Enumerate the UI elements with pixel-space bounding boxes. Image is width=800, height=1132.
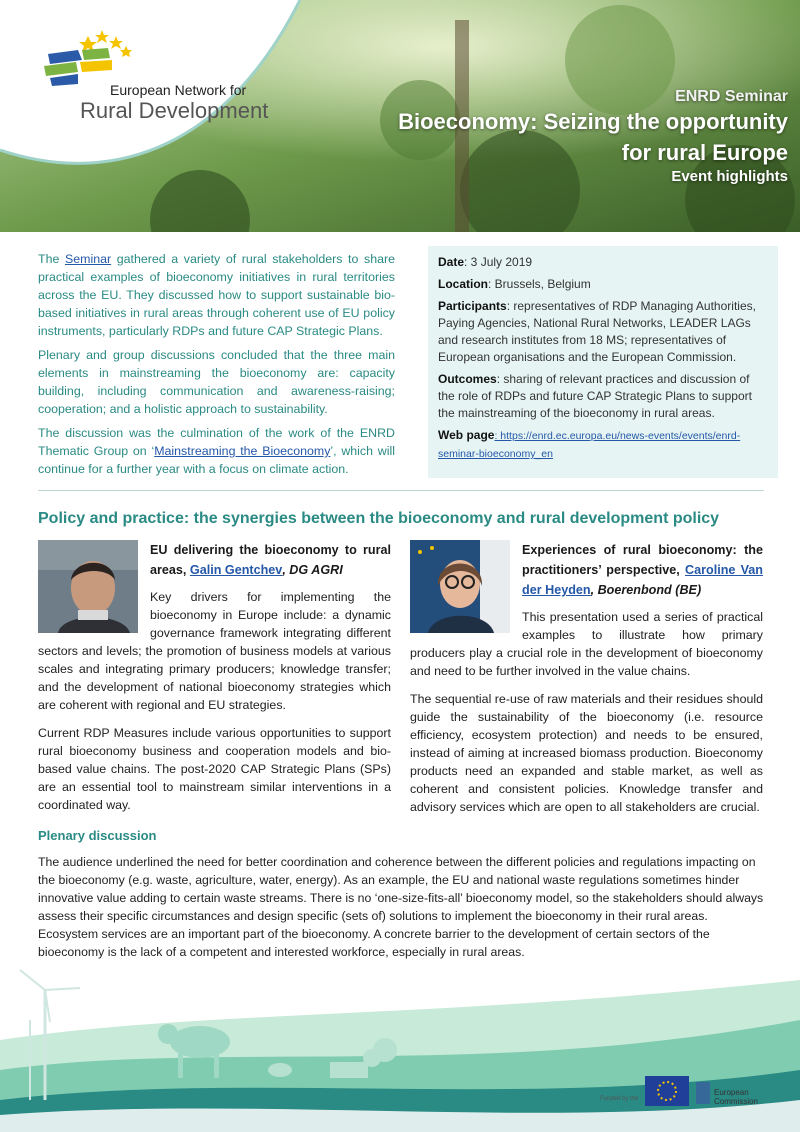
left-column <box>38 540 391 824</box>
enrd-logo-mark <box>38 28 138 88</box>
ec-emblem-icon <box>694 1080 712 1106</box>
plenary-text: The audience underlined the need for better coordination and coherence between the different policies and regulations impacting on the bioeconomy (e.g. waste, agriculture, water, energy). As an example, the EU and national waste regulations sometimes hinder innovative value adding to certain waste streams. There is no ‘one-size-fits-all’ bioeconomy model, so the stakeholders should always assess their specific circumstances and design specific (sets of) solutions to implement the bioeconomy in their rural areas. Ecosystem services are an important part of the bioeconomy. A concrete barrier to the development of certain sectors of the bioeconomy is the lack of a competent and interested workforce, especially in rural areas. <box>38 855 764 959</box>
eu-flag-icon <box>645 1076 689 1106</box>
left-paragraph-1: Key drivers for implementing the bioeconomy in Europe include: a dynamic governance framework integrating different sectors and levels; the promotion of business models at various scales and integrating primary producers; knowledge transfer; and the development of national bioeconomy strategies which are coherent with regional and EU strategies. <box>38 590 391 712</box>
logo-text-line2: Rural Development <box>80 98 269 123</box>
intro-p1-post: gathered a variety of rural stakeholders to share practical examples of bioeconomy initiatives in rural territories across the EU. They discussed how to support sustainable bio-based initiatives in rural areas through coherent use of EU policy instruments, particularly RDPs and future CAP Strategic Plans. <box>38 252 396 338</box>
european-commission-logo <box>714 1088 758 1106</box>
enrd-logo[interactable] <box>38 28 268 128</box>
right-title-post: , Boerenbond (BE) <box>590 583 702 597</box>
thematic-group-link[interactable]: Mainstreaming the Bioeconomy <box>154 444 331 458</box>
ec-line2: Commission <box>714 1097 759 1106</box>
header-title-block <box>398 88 788 185</box>
divider <box>38 490 764 491</box>
plenary-title: Plenary discussion <box>38 828 157 843</box>
speaker-photo-vanderheyden <box>410 540 510 633</box>
location-value: : Brussels, Belgium <box>488 277 591 291</box>
participants-label: Participants <box>438 299 507 313</box>
section-title: Policy and practice: the synergies between the bioeconomy and rural development policy <box>38 510 720 527</box>
footer-landscape-illustration <box>0 960 800 1132</box>
intro-paragraph-2: Plenary and group discussions concluded that the three main elements in mainstreaming the bioeconomy are: capacity building, including communication and awareness-raising; cooperation; and a holistic approach to sustainability. <box>38 348 395 416</box>
seminar-label: ENRD Seminar <box>675 88 788 105</box>
outcomes-label: Outcomes <box>438 372 497 386</box>
intro-p3-post: ’, which will continue for a further year with a focus on climate action. <box>38 444 395 476</box>
speaker-link-gentchev[interactable]: Galin Gentchev <box>189 563 283 577</box>
logo-text-line1: European Network for <box>110 82 247 98</box>
info-location <box>438 276 768 293</box>
right-paragraph-1: This presentation used a series of practical examples to illustrate how primary producers play a crucial role in the development of bioeconomy and need to be further involved in the value chains. <box>410 610 763 678</box>
web-label: Web page <box>438 428 495 442</box>
outcomes-value: : sharing of relevant practices and discussion of the role of RDPs and future CAP Strategic Plans to support the mainstreaming of the bioeconomy in rural areas. <box>438 372 752 420</box>
left-paragraph-2: Current RDP Measures include various opportunities to support rural bioeconomy business and cooperation models and bio-based value chains. The post-2020 CAP Strategic Plans (SPs) are an essential tool to mainstream similar interventions in a coordinated way. <box>38 726 391 812</box>
info-participants <box>438 298 768 366</box>
ec-line1: European <box>714 1088 749 1097</box>
date-value: : 3 July 2019 <box>464 255 533 269</box>
info-outcomes <box>438 371 768 422</box>
event-title-line1: Bioeconomy: Seizing the opportunity <box>398 109 788 134</box>
right-column <box>410 540 763 826</box>
intro-text <box>38 250 395 484</box>
location-label: Location <box>438 277 488 291</box>
speaker-portrait-image <box>38 540 138 633</box>
info-webpage <box>438 427 768 463</box>
right-paragraph-2: The sequential re-use of raw materials and their residues should guide the sustainability of the bioeconomy (i.e. resource efficiency, ecosystem protection) and needs to be ensured, instead of aiming at increased biomass production. Bioeconomy products need an expanded and stable market, as well as coherent and consistent policies. Knowledge transfer and advisory services which are open to all stakeholders are crucial. <box>410 692 763 814</box>
event-info-box <box>428 246 778 478</box>
speaker-portrait-image <box>410 540 510 633</box>
left-title-post: , DG AGRI <box>282 563 343 577</box>
participants-value: : representatives of RDP Managing Authorities, Paying Agencies, National Rural Networks, LEADER LAGs and research institutes from 18 MS; representatives of European organisations and the European Commission. <box>438 299 756 364</box>
speaker-link-vanderheyden[interactable]: Caroline Van der Heyden <box>522 563 763 597</box>
left-title-pre: EU delivering the bioeconomy to rural areas, <box>150 543 391 577</box>
seminar-link[interactable]: Seminar <box>64 252 112 266</box>
date-label: Date <box>438 255 465 269</box>
info-date <box>438 254 768 271</box>
web-page-link[interactable]: : https://enrd.ec.europa.eu/news-events/events/enrd-seminar-bioeconomy_en <box>438 430 741 460</box>
header-banner <box>0 0 800 232</box>
intro-p3-pre: The discussion was the culmination of the work of the ENRD Thematic Group on ‘ <box>38 426 395 458</box>
event-title-line2: for rural Europe <box>621 140 788 165</box>
intro-paragraph-1 <box>38 250 395 340</box>
intro-paragraph-3 <box>38 424 395 478</box>
intro-p1-pre: The <box>38 252 65 266</box>
speaker-photo-gentchev <box>38 540 138 633</box>
right-title-pre: Experiences of rural bioeconomy: the practitioners’ perspective, <box>522 543 763 577</box>
event-subtitle: Event highlights <box>671 168 788 185</box>
funded-by-label: Funded by the <box>600 1096 639 1102</box>
